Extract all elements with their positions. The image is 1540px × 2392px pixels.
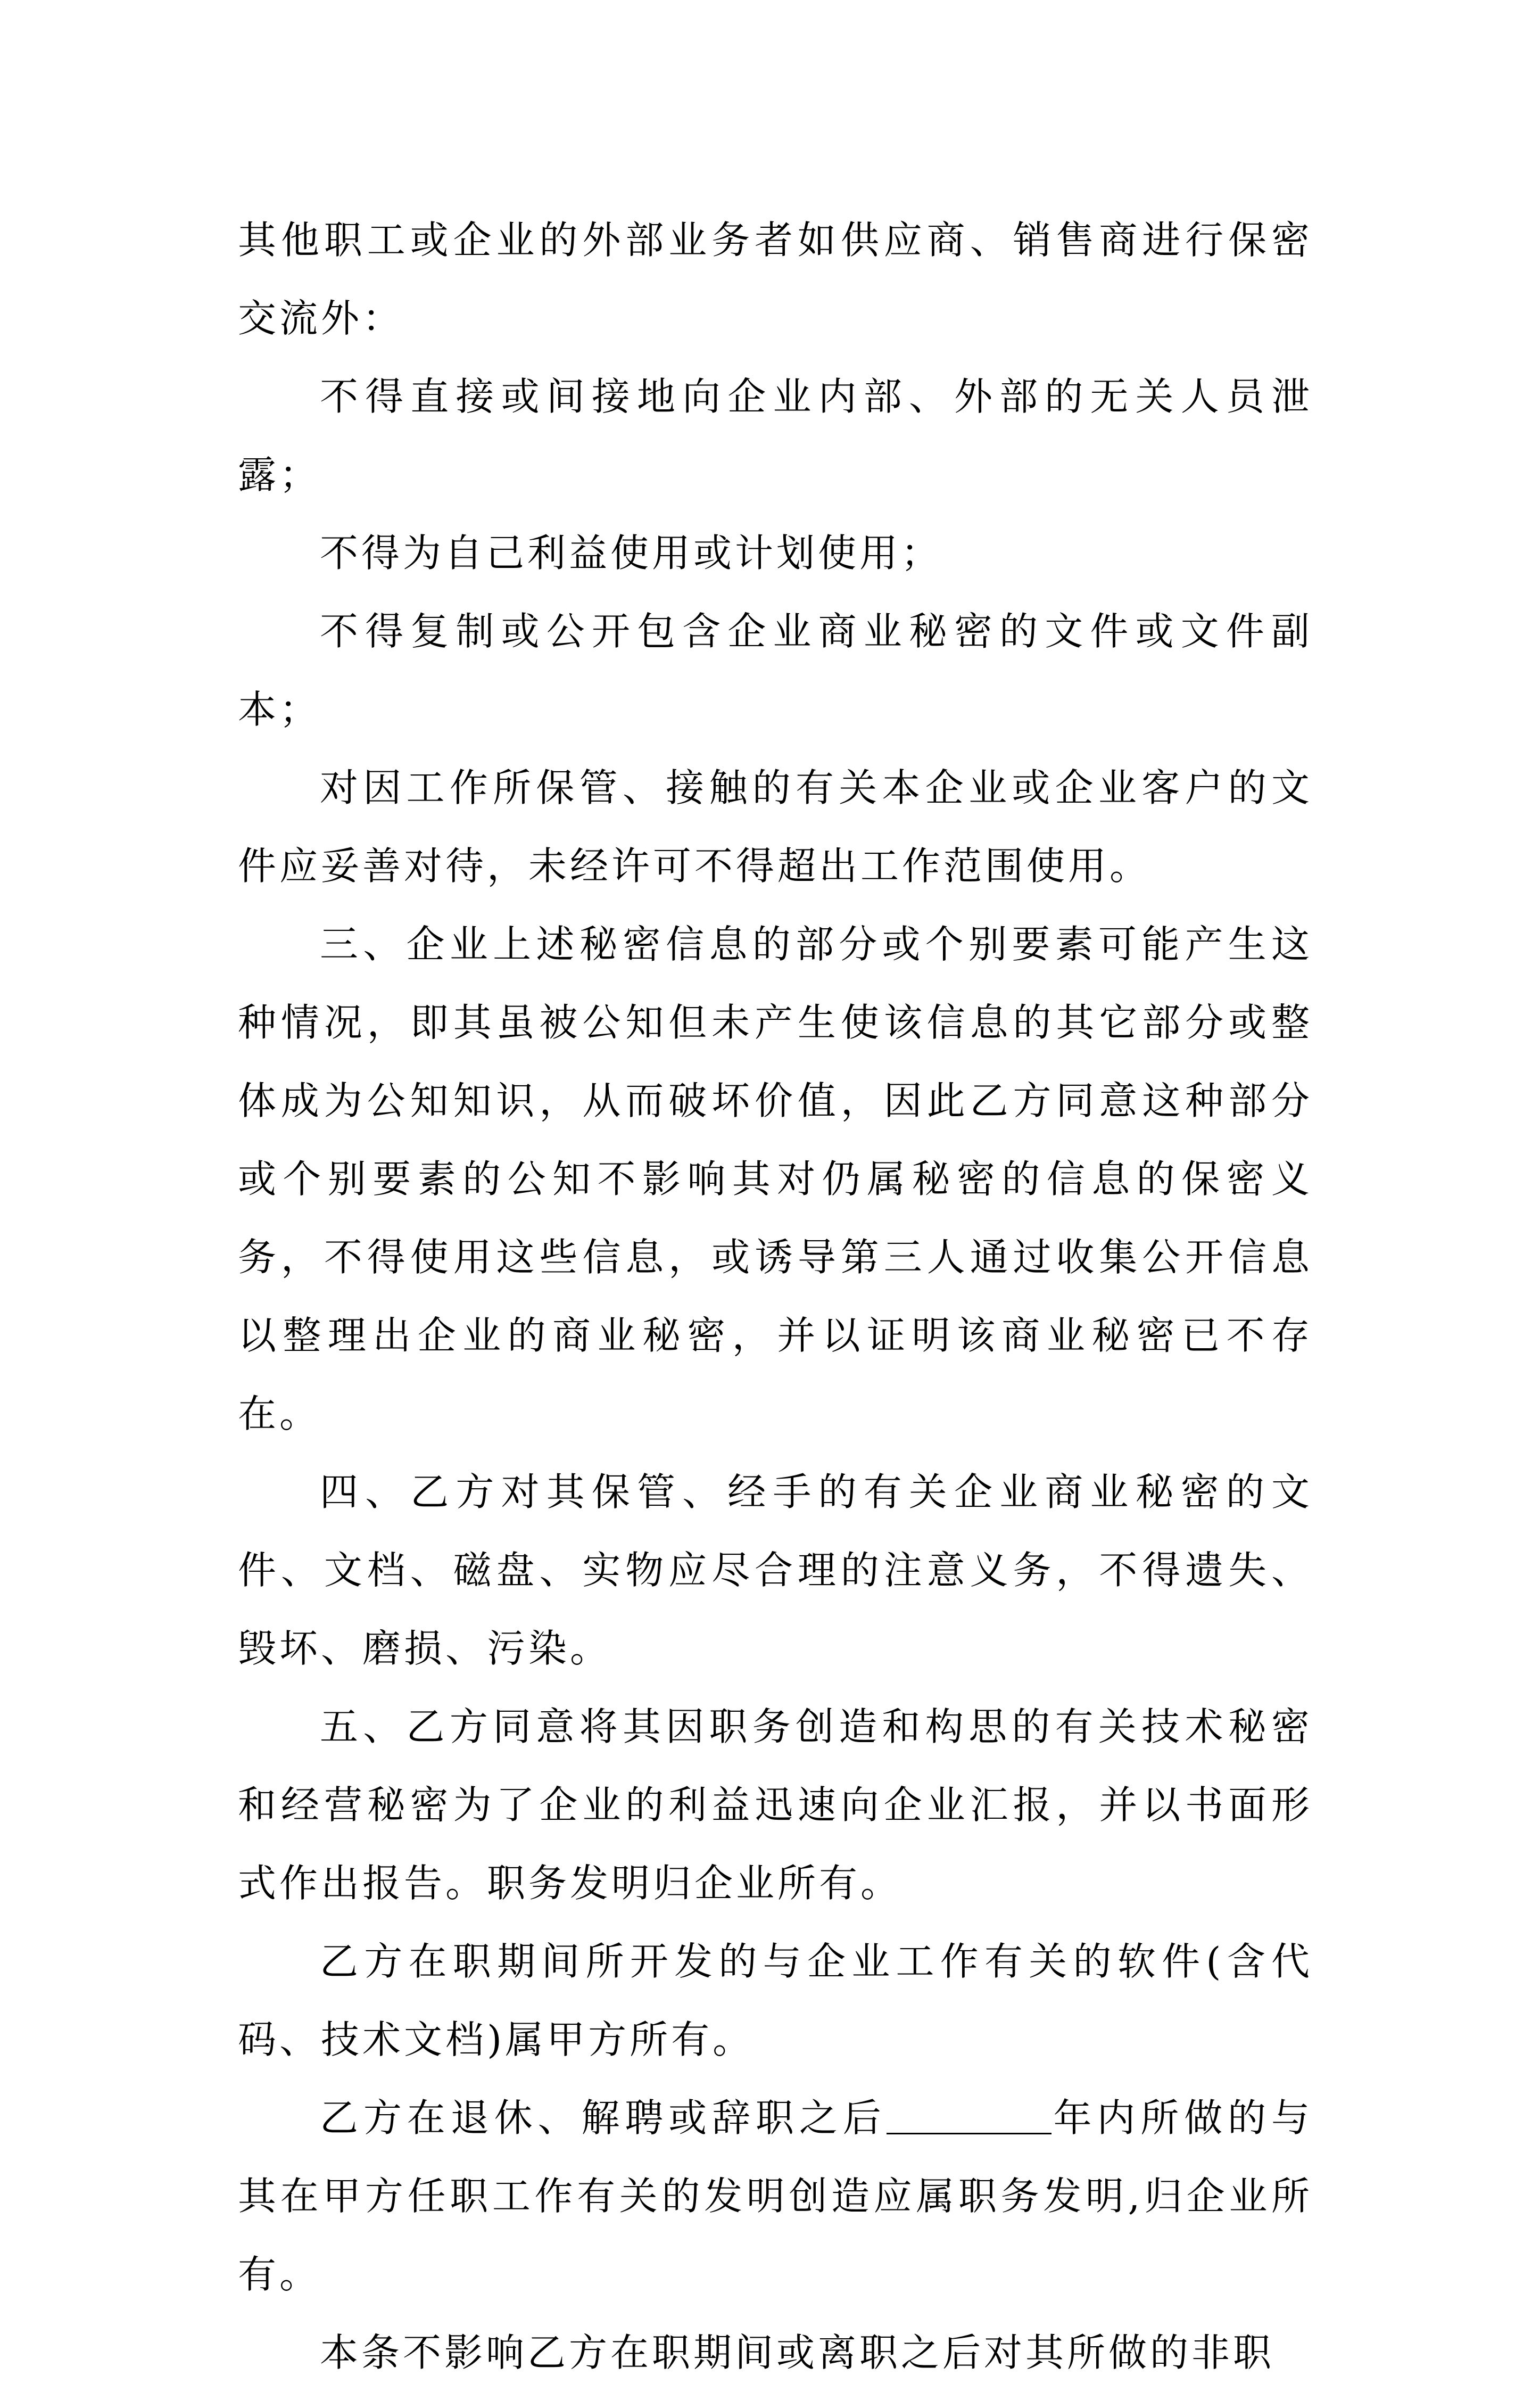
post-employment-text-before: 乙方在退休、解聘或辞职之后	[320, 2096, 887, 2140]
document-body	[238, 201, 1313, 2392]
paragraph-last: 本条不影响乙方在职期间或离职之后对其所做的非职	[320, 2330, 1275, 2375]
paragraph-1: 其他职工或企业的外部业务者如供应商、销售商进行保密交流外：	[238, 218, 1313, 341]
post-employment-text-after: 年内所做的与其在甲方任职工作有关的发明创造应属职务发明,归企业所有。	[238, 2096, 1313, 2297]
paragraph-post-employment	[238, 2079, 1313, 2314]
paragraph-clause-5: 五、乙方同意将其因职务创造和构思的有关技术秘密和经营秘密为了企业的利益迅速向企业汇报，并以书面形式作出报告。职务发明归企业所有。	[238, 1704, 1313, 1906]
paragraph-clause-3: 三、企业上述秘密信息的部分或个别要素可能产生这种情况，即其虽被公知但未产生使该信息的其它部分或整体成为公知知识，从而破坏价值，因此乙方同意这种部分或个别要素的公知不影响其对仍属秘密的信息的保密义务，不得使用这些信息，或诱导第三人通过收集公开信息以整理出企业的商业秘密，并以证明该商业秘密已不存在。	[238, 922, 1313, 1436]
paragraph-clause-4: 四、乙方对其保管、经手的有关企业商业秘密的文件、文档、磁盘、实物应尽合理的注意义务，不得遗失、毁坏、磨损、污染。	[238, 1470, 1313, 1671]
paragraph-software-ownership: 乙方在职期间所开发的与企业工作有关的软件(含代码、技术文档)属甲方所有。	[238, 1939, 1313, 2062]
paragraph-2: 不得直接或间接地向企业内部、外部的无关人员泄露；	[238, 374, 1313, 497]
paragraph-5: 对因工作所保管、接触的有关本企业或企业客户的文件应妥善对待，未经许可不得超出工作范围使用。	[238, 765, 1313, 888]
paragraph-4: 不得复制或公开包含企业商业秘密的文件或文件副本；	[238, 609, 1313, 732]
paragraph-3: 不得为自己利益使用或计划使用；	[320, 531, 943, 575]
years-blank-field[interactable]	[887, 2096, 1051, 2134]
